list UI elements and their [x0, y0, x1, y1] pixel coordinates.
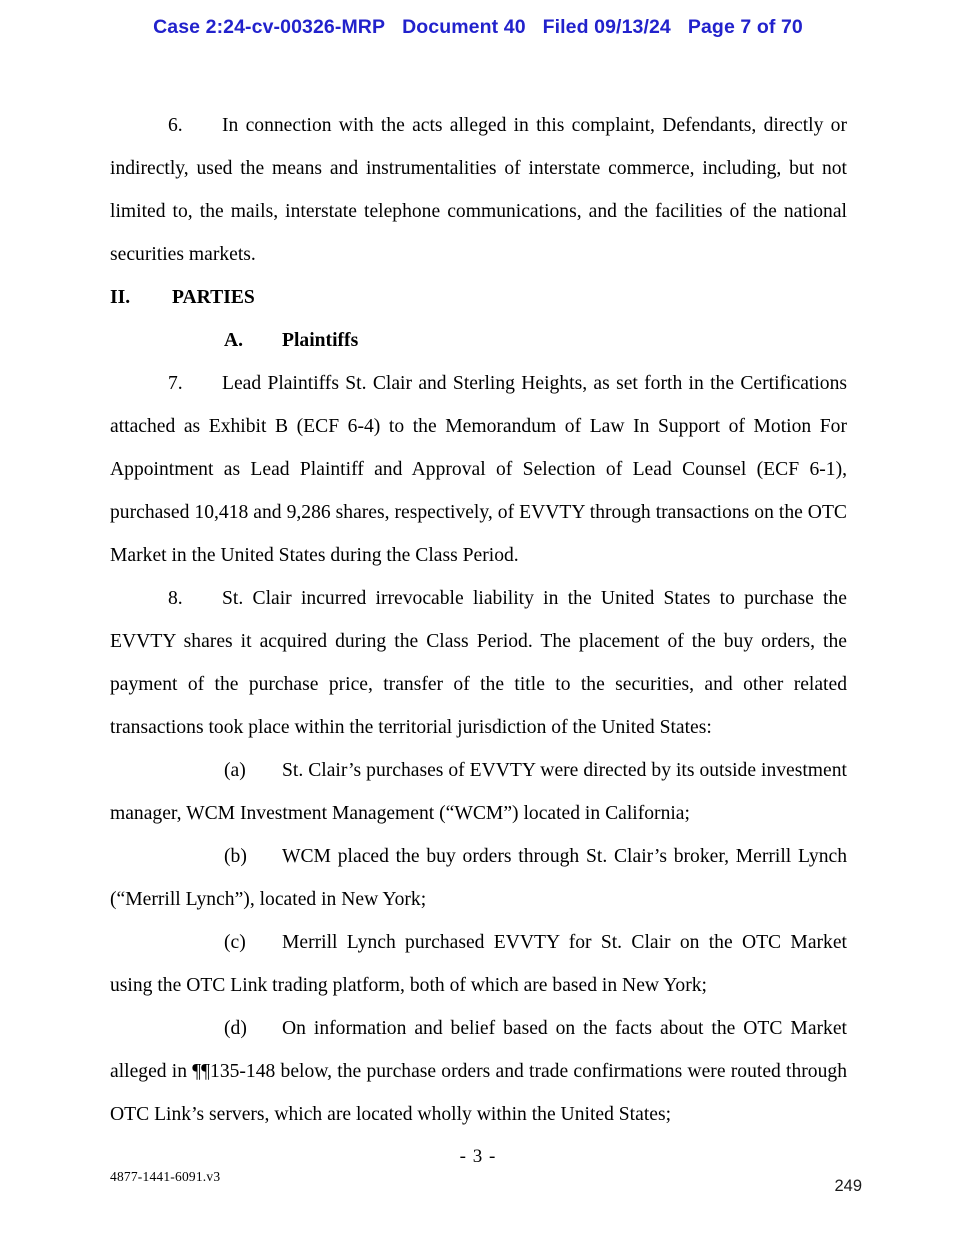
paragraph-8c [110, 921, 847, 1007]
subsection-heading-plaintiffs [110, 319, 847, 362]
ecf-document-number: Document 40 [402, 16, 526, 38]
paragraph-number: 6. [168, 115, 183, 136]
paragraph-7 [110, 362, 847, 577]
ecf-page-label: Page 7 of 70 [687, 16, 803, 38]
ecf-case-number: Case 2:24-cv-00326-MRP [153, 16, 386, 38]
paragraph-text: Lead Plaintiffs St. Clair and Sterling Heights, as set forth in the Certifications attached as Exhibit B (ECF 6-4) to the Memorandum of Law In Support of Motion For Appointment as Lead Plaintiff and Approval of Selection of Lead Counsel (ECF 6-1), purchased 10,418 and 9,286 shares, respectively, of EVVTY through transactions on the OTC Market in the United States during the Class Period. [110, 373, 847, 566]
ecf-filing-header [0, 16, 956, 39]
paragraph-text: On information and belief based on the facts about the OTC Market alleged in ¶¶135-148 below, the purchase orders and trade confirmations were routed through OTC Link’s servers, which are located wholly within the United States; [110, 1018, 847, 1125]
paragraph-text: St. Clair incurred irrevocable liability in the United States to purchase the EVVTY shares it acquired during the Class Period. The placement of the buy orders, the payment of the purchase price, transfer of the title to the securities, and other related transactions took place within the territorial jurisdiction of the United States: [110, 588, 847, 738]
paragraph-number: 8. [168, 588, 183, 609]
section-number: II. [110, 287, 131, 308]
paragraph-text: WCM placed the buy orders through St. Clair’s broker, Merrill Lynch (“Merrill Lynch”), located in New York; [110, 846, 847, 910]
page-number: - 3 - [459, 1146, 497, 1167]
ecf-filed-date: Filed 09/13/24 [542, 16, 671, 38]
paragraph-text: In connection with the acts alleged in this complaint, Defendants, directly or indirectly, used the means and instrumentalities of interstate commerce, including, but not limited to, the mails, interstate telephone communications, and the facilities of the national securities markets. [110, 115, 847, 265]
document-id-stamp: 4877-1441-6091.v3 [110, 1169, 221, 1184]
subsection-title: Plaintiffs [282, 330, 359, 351]
paragraph-8 [110, 577, 847, 749]
paragraph-number: 7. [168, 373, 183, 394]
paragraph-letter: (b) [224, 846, 247, 867]
subsection-number: A. [224, 330, 244, 351]
section-heading-parties [110, 276, 847, 319]
paragraph-letter: (d) [224, 1018, 247, 1039]
paragraph-text: St. Clair’s purchases of EVVTY were directed by its outside investment manager, WCM Investment Management (“WCM”) located in California; [110, 760, 847, 824]
document-body [110, 104, 847, 1136]
paragraph-8d [110, 1007, 847, 1136]
paragraph-letter: (a) [224, 760, 246, 781]
section-title: PARTIES [172, 287, 255, 308]
paragraph-text: Merrill Lynch purchased EVVTY for St. Clair on the OTC Market using the OTC Link trading platform, both of which are based in New York; [110, 932, 847, 996]
bates-number: 249 [834, 1177, 862, 1195]
paragraph-letter: (c) [224, 932, 246, 953]
paragraph-6 [110, 104, 847, 276]
paragraph-8a [110, 749, 847, 835]
paragraph-8b [110, 835, 847, 921]
